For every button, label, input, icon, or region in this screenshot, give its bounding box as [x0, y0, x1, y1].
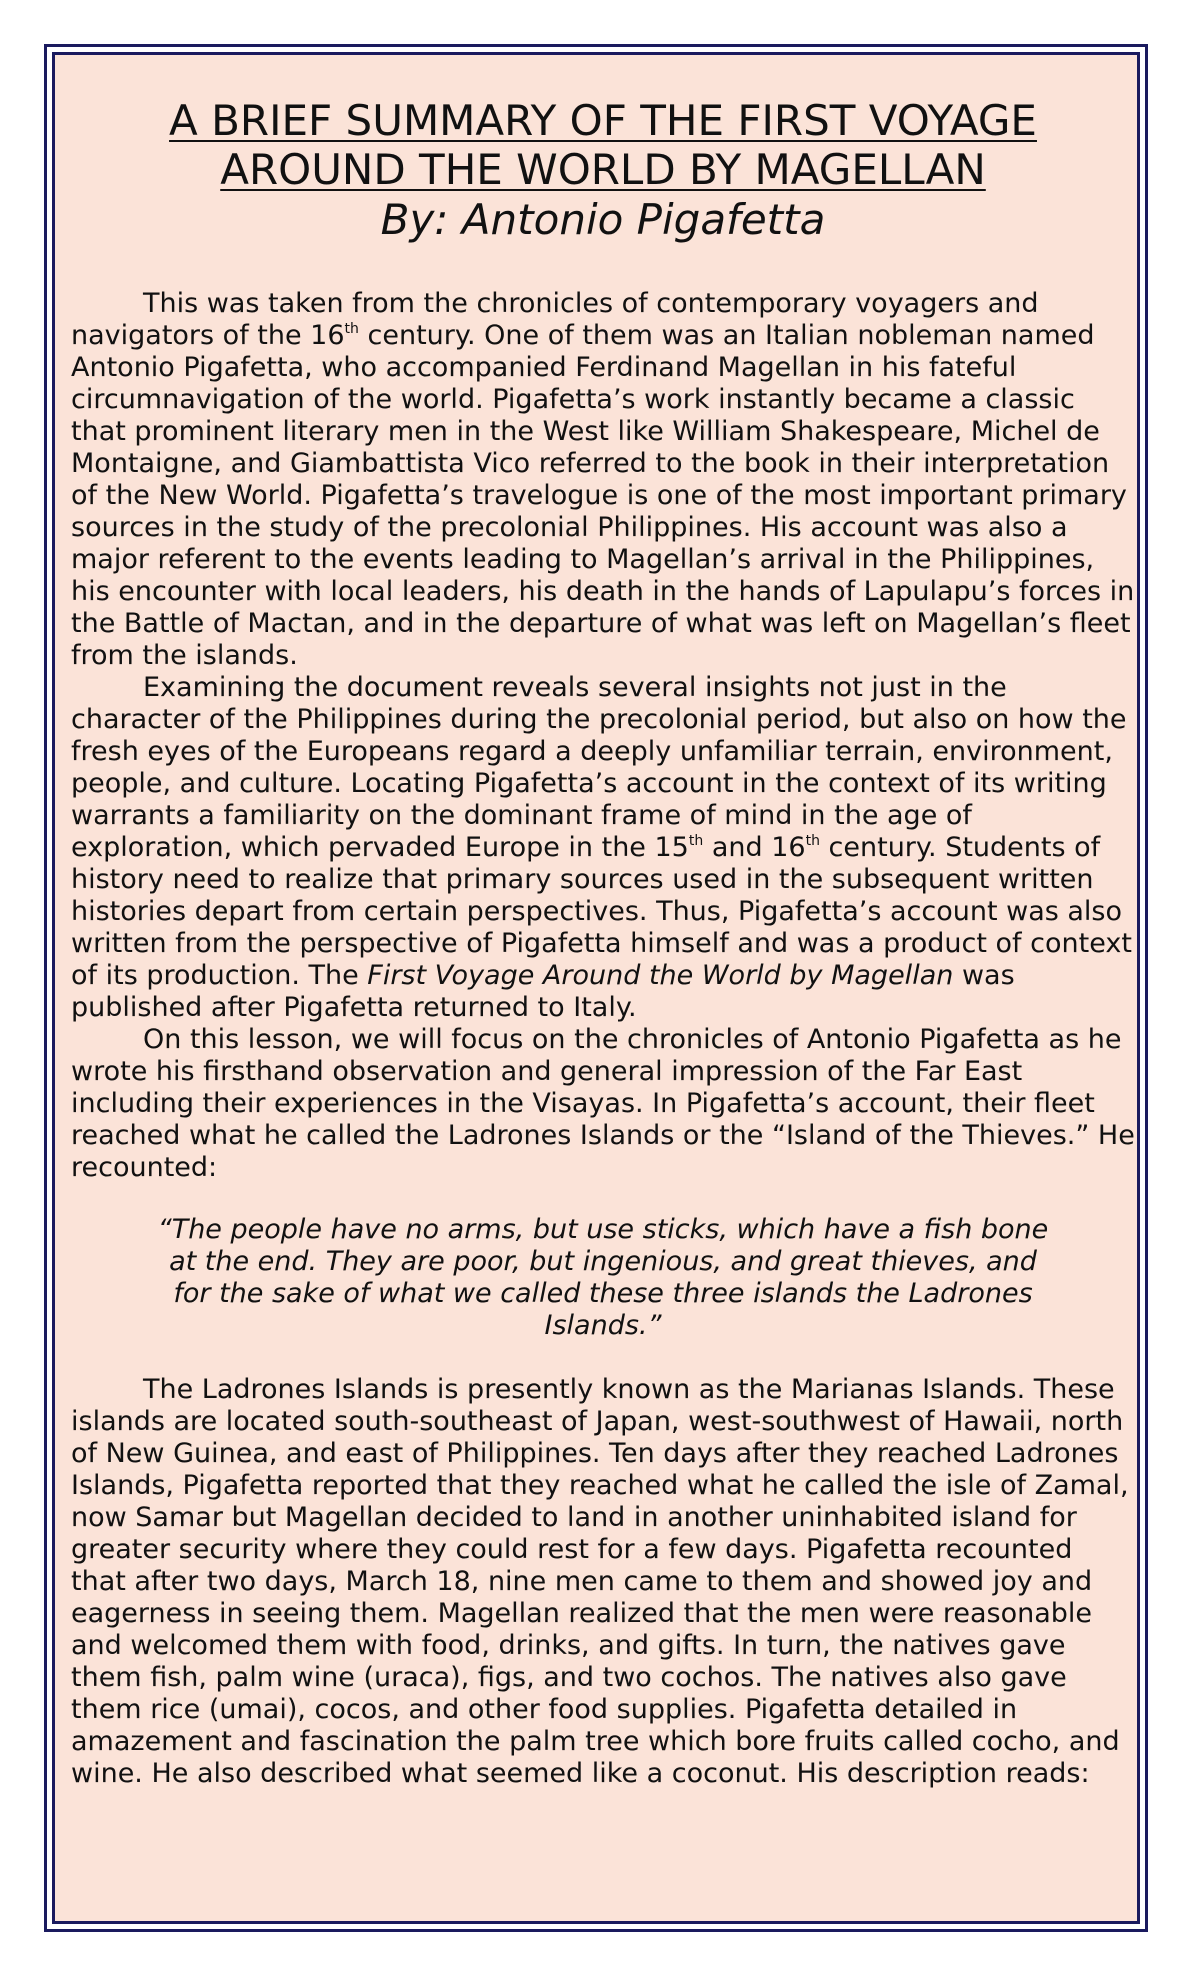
paragraph-2: Examining the document reveals several insights not just in the character of the Philippines during the precolonial period, but also on how the fresh eyes of the Europeans regard a deeply unfamiliar terrain, environment, people, and culture. Locating Pigafetta’s account in the context of its writing warrants a familiarity on the dominant frame of mind in the age of exploration, which pervaded Europe in the 15th and 16th century. Students of history need to realize that primary sources used in the subsequent written histories depart from certain perspectives. Thus, Pigafetta’s account was also written from the perspective of Pigafetta himself and was a product of context of its production. The First Voyage Around the World by Magellan was published after Pigafetta returned to Italy.	[71, 672, 1132, 1023]
document-title	[71, 96, 1135, 194]
author-line: By: Antonio Pigafetta	[380, 195, 826, 244]
paragraph-4: The Ladrones Islands is presently known as the Marianas Islands. These islands are located south-southeast of Japan, west-southwest of Hawaii, north of New Guinea, and east of Philippines. Ten days after they reached Ladrones Islands, Pigafetta reported that they reached what he called the isle of Zamal, now Samar but Magellan decided to land in another uninhabited island for greater security where they could rest for a few days. Pigafetta recounted that after two days, March 18, nine men came to them and showed joy and eagerness in seeing them. Magellan realized that the men were reasonable and welcomed them with food, drinks, and gifts. In turn, the natives gave them fish, palm wine (uraca), figs, and two cochos. The natives also gave them rice (umai), cocos, and other food supplies. Pigafetta detailed in amazement and fascination the palm tree which bore fruits called cocho, and wine. He also described what seemed like a coconut. His description reads:	[71, 1374, 1129, 1789]
title-line-1: A BRIEF SUMMARY OF THE FIRST VOYAGE	[169, 96, 1037, 145]
title-line-2: AROUND THE WORLD BY MAGELLAN	[220, 145, 986, 194]
paragraph-1: This was taken from the chronicles of contemporary voyagers and navigators of the 16th century. One of them was an Italian nobleman named Antonio Pigafetta, who accompanied Ferdinand Magellan in his fateful circumnavigation of the world. Pigafetta’s work instantly became a classic that prominent literary men in the West like William Shakespeare, Michel de Montaigne, and Giambattista Vico referred to the book in their interpretation of the New World. Pigafetta’s travelogue is one of the most important primary sources in the study of the precolonial Philippines. His account was also a major referent to the events leading to Magellan’s arrival in the Philippines, his encounter with local leaders, his death in the hands of Lapulapu’s forces in the Battle of Mactan, and in the departure of what was left on Magellan’s fleet from the islands.	[71, 288, 1135, 671]
document-body	[71, 96, 1135, 1790]
paragraph-3: On this lesson, we will focus on the chronicles of Antonio Pigafetta as he wrote his firsthand observation and general impression of the Far East including their experiences in the Visayas. In Pigafetta’s account, their fleet reached what he called the Ladrones Islands or the “Island of the Thieves.” He recounted:	[71, 1024, 1135, 1183]
block-quote: “The people have no arms, but use sticks, which have a fish bone at the end. They are poor, but ingenious, and great thieves, and for the sake of what we called these three islands the Ladrones Islands.”	[157, 1214, 1049, 1341]
spacer	[71, 246, 1135, 288]
